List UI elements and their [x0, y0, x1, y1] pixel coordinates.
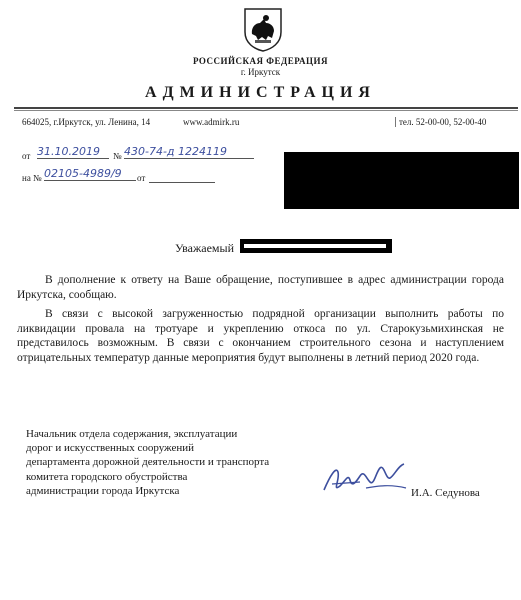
- greeting: Уважаемый: [175, 241, 234, 255]
- website: www.admirk.ru: [183, 117, 240, 127]
- reply-to-label: на №: [22, 173, 42, 183]
- city-name: г. Иркутск: [240, 67, 281, 77]
- signatory-position: [26, 427, 269, 498]
- signatory-line-2: дорог и искусственных сооружений: [26, 442, 195, 455]
- country-name: РОССИЙСКАЯ ФЕДЕРАЦИЯ: [192, 56, 329, 66]
- date-label: от: [22, 151, 31, 161]
- reply-date-label: от: [137, 173, 146, 183]
- outgoing-number: 430-74-д 1224119: [124, 145, 254, 159]
- redacted-recipient: [284, 152, 519, 209]
- body-paragraph-2: В связи с высокой загруженностью подрядной организации выполнить работы по ликвидации провала на тротуаре и укреплению откоса по ул. Старокузьмихинская не представилось возможным. В связи с окончанием строительного сезона и наступлением отрицательных температур данные мероприятия будут выполнены в летний период 2020 года.: [17, 308, 504, 364]
- redacted-name-gap: [244, 244, 386, 248]
- signatory-name: И.А. Седунова: [411, 487, 480, 499]
- number-label: №: [113, 151, 122, 161]
- signatory-line-4: комитета городского обустройства: [26, 470, 188, 483]
- reply-date-blank: [149, 173, 215, 183]
- body-paragraph-1: В дополнение к ответу на Ваше обращение, поступившее в адрес администрации города Иркутска, сообщаю.: [17, 274, 504, 301]
- signatory-line-1: Начальник отдела содержания, эксплуатации: [26, 428, 238, 440]
- signatory-line-5: администрации города Иркутска: [26, 484, 180, 497]
- organization-title: АДМИНИСТРАЦИЯ: [145, 84, 376, 101]
- signatory-line-3: департамента дорожной деятельности и транспорта: [26, 456, 270, 469]
- irkutsk-coat-of-arms-icon: [242, 6, 284, 52]
- outgoing-date: 31.10.2019: [37, 145, 109, 159]
- handwritten-signature: [320, 458, 410, 498]
- header-rule-thin: [14, 110, 518, 111]
- phone-numbers: тел. 52-00-00, 52-00-40: [395, 117, 486, 127]
- reply-to-number: 02105-4989/9: [44, 167, 136, 181]
- header-rule: [14, 107, 518, 109]
- postal-address: 664025, г.Иркутск, ул. Ленина, 14: [22, 117, 151, 127]
